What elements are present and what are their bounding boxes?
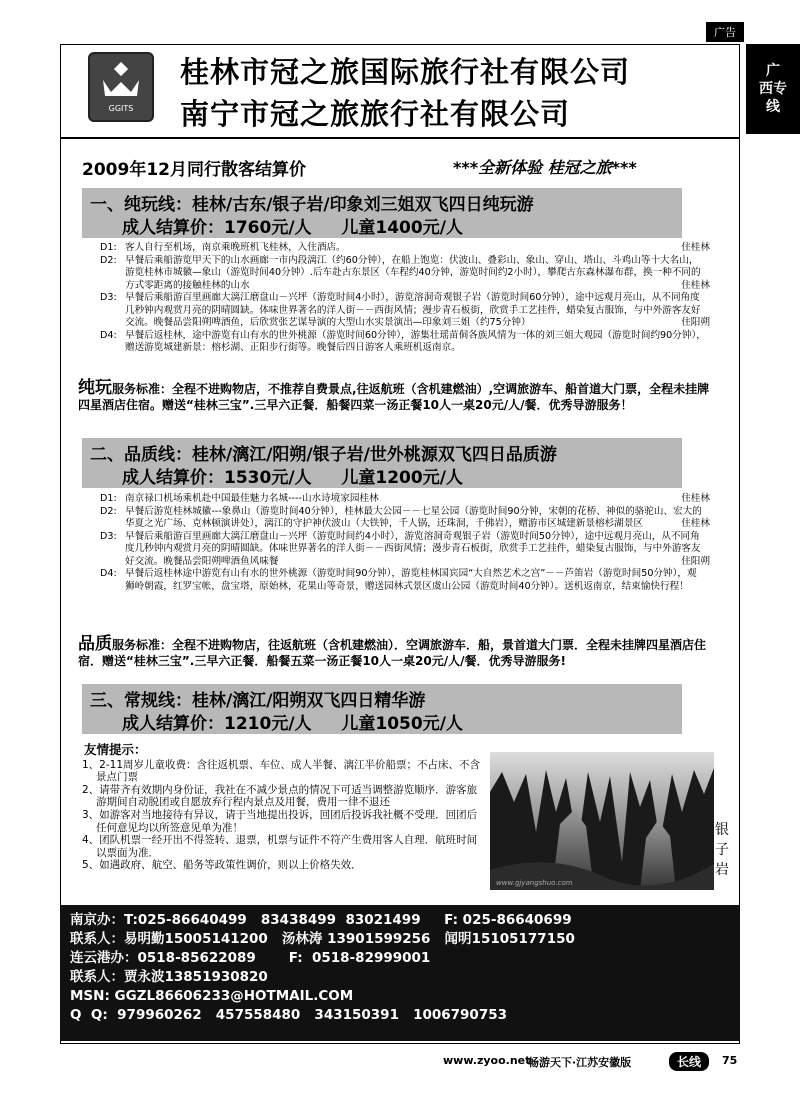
side-tab-guangxi	[746, 44, 800, 134]
section-title: 一、纯玩线：桂林/古东/银子岩/印象刘三姐双飞四日纯玩游	[90, 195, 534, 215]
day-stay: 住桂林	[677, 280, 710, 293]
contact-panel	[60, 905, 740, 1041]
itinerary-day	[100, 568, 710, 593]
day-text: 早餐后乘船游百里画廊大漓江磨盘山－兴坪（游览时间约4小时），游览溶洞奇观银子岩（游览时间50分钟），途中远观月亮山，从不同角度几秒钟内观赏月亮的阴晴圆缺。体味世界著名的洋人街－－西街风情；漫步青石板街，欣赏手工艺挂件，蜡染复古服饰，与中外游客友好交流。晚餐品尝阳朔啤酒鱼风味餐	[125, 530, 701, 567]
day-label: D1:	[100, 242, 117, 253]
std-big: 品质	[78, 634, 112, 654]
footer-magazine: 畅游天下·江苏安徽版	[528, 1056, 632, 1069]
section-bar-1	[82, 188, 682, 238]
itinerary-day	[100, 292, 710, 330]
tip-item: 3、如游客对当地接待有异议，请于当地提出投诉，回团后投诉我社概不受理．回团后任何意见均以所签意见单为准！	[82, 808, 478, 834]
day-label: D2:	[100, 505, 117, 517]
day-label: D1:	[100, 493, 117, 504]
company-name-nanning: 南宁市冠之旅旅行社有限公司	[180, 97, 571, 131]
std-text: 全程不进购物店，不推荐自费景点,往返航班（含机建燃油）,空调旅游车、船首道大门票，全程未挂牌四星酒店住宿。赠送“桂林三宝”.三早六正餐．船餐四菜一汤正餐10人一桌20元/人/餐．优秀导游服务！	[78, 382, 710, 412]
day-stay: 住桂林	[677, 518, 710, 531]
section-price	[122, 709, 463, 734]
day-label: D2:	[100, 254, 117, 266]
company-name-guilin: 桂林市冠之旅国际旅行社有限公司	[180, 55, 631, 89]
tip-item: 1、2-11周岁儿童收费：含往返机票、车位、成人半餐、漓江半价船票；不占床、不含景点门票	[82, 758, 481, 784]
section-bar-2	[82, 438, 682, 488]
itinerary-day	[100, 506, 710, 531]
logo-text: GGITS	[108, 103, 134, 113]
itinerary-day	[100, 531, 710, 569]
day-stay: 住桂林	[677, 493, 710, 506]
day-text: 早餐后返桂林，途中游览有山有水的世外桃源（游览时间60分钟），游集壮瑶苗侗各族风情为一体的刘三姐大观园（游览时间约90分钟），赠送游览城建新景：榕杉湖、正阳步行街等。晚餐后四日游客人乘班机返南京。	[125, 329, 706, 353]
cave-photo	[490, 752, 714, 890]
day-stay: 住阳朔	[677, 317, 710, 330]
adult-price: 成人结算价：1760元/人	[122, 218, 312, 238]
tip-item: 5、如遇政府、航空、船务等政策性调价，则以上价格失效．	[82, 859, 362, 872]
tips	[82, 744, 482, 872]
std-label: 服务标准：	[112, 638, 173, 652]
day-stay: 住桂林	[677, 242, 710, 255]
section-title: 三、常规线：桂林/漓江/阳朔双飞四日精华游	[90, 691, 426, 711]
footer-tag: 长线	[669, 1052, 709, 1071]
contact-line: 联系人：易明勤15005141200 汤林涛 13901599256 闻明15105177150	[70, 931, 575, 947]
adult-price: 成人结算价：1530元/人	[122, 468, 312, 488]
company-logo	[88, 52, 154, 122]
day-text: 早餐后返桂林途中游览有山有水的世外桃源（游览时间90分钟），游览桂林国宾园“大自然艺术之宫”－－芦笛岩（游览时间50分钟），观狮岭朝霞，红罗宝帐，盘宝塔，原始林，花果山等奇景，赠送园林式景区虞山公园（游览时间40分钟）。送机返南京，结束愉快行程！	[125, 568, 697, 592]
child-price: 儿童1400元/人	[341, 218, 463, 238]
section-price	[122, 213, 463, 238]
service-standard-2	[78, 636, 718, 669]
section-title: 二、品质线：桂林/漓江/阳朔/银子岩/世外桃源双飞四日品质游	[90, 445, 557, 465]
tip-item: 2、请带齐有效期内身份证，我社在不减少景点的情况下可适当调整游览顺序．游客旅游期间自动脱团或自愿放弃行程内景点及用餐，费用一律不退还	[82, 783, 478, 809]
contact-line: 连云港办：0518-85622089 F: 0518-82999001	[70, 950, 431, 966]
side-tab-line-3: 线	[766, 99, 780, 115]
contact-line: 南京办：T:025-86640499 83438499 83021499 F: 025-86640699	[70, 912, 572, 928]
footer-url: www.zyoo.net	[443, 1054, 531, 1067]
crown-icon	[99, 62, 143, 102]
day-stay: 住阳朔	[677, 556, 710, 569]
std-text: 全程不进购物店，往返航班（含机建燃油）．空调旅游车．船，景首道大门票．全程未挂牌四星酒店住宿．赠送“桂林三宝”.三早六正餐．船餐五菜一汤正餐10人一桌20元/人/餐．优秀导游服务!	[78, 638, 707, 668]
contact-line: MSN: GGZL86606233@HOTMAIL.COM	[70, 988, 354, 1004]
itinerary-day	[100, 255, 710, 293]
side-tab-line-2: 西专	[759, 81, 787, 97]
day-label: D4:	[100, 568, 117, 579]
photo-url: www.gjyangshuo.com	[496, 879, 573, 887]
header	[60, 44, 740, 139]
section-bar-3	[82, 684, 682, 734]
std-big: 纯玩	[78, 378, 112, 398]
side-tab-line-1: 广	[766, 63, 780, 79]
stalactite-cave-image	[490, 752, 714, 890]
day-label: D3:	[100, 530, 117, 542]
day-text: 早餐后游览桂林城徽---象鼻山（游览时间40分钟），桂林最大公园－－七星公园（游览时间90分钟，宋朝的花桥、神似的骆驼山、宏大的华夏之光广场、克林顿演讲处），漓江的守护神伏波山（大铁钟，千人锅，还珠洞，千佛岩），赠游市区城建新景榕杉湖景区	[125, 505, 702, 529]
slogan: ***全新体验 桂冠之旅***	[453, 158, 637, 177]
contact-line: 联系人：贾永波13851930820	[70, 969, 268, 985]
itinerary-day	[100, 493, 710, 506]
adult-price: 成人结算价：1210元/人	[122, 714, 312, 734]
itinerary-2	[100, 493, 710, 593]
day-label: D4:	[100, 329, 117, 341]
footer	[60, 1052, 740, 1070]
child-price: 儿童1200元/人	[341, 468, 463, 488]
day-text: 南京禄口机场乘机赴中国最佳魅力名城----山水诗境家园桂林	[125, 493, 379, 504]
ad-tag: 广告	[706, 22, 744, 42]
day-text: 早餐后乘船游览甲天下的山水画廊一市内段漓江（约60分钟），在船上饱览：伏波山、叠彩山、象山、穿山、塔山、斗鸡山等十大名山，游览桂林市城徽—象山（游览时间40分钟）.后车赴古东景区（车程约40分钟，游览时间约2小时），攀爬古东森林瀑布群，换一种不同的方式零距离的接触桂林的山水	[125, 254, 701, 291]
std-label: 服务标准：	[112, 382, 173, 396]
itinerary-day	[100, 242, 710, 255]
section-price	[122, 463, 463, 488]
page-number: 75	[722, 1054, 738, 1067]
day-text: 客人自行至机场，南京乘晚班机飞桂林，入住酒店。	[125, 242, 346, 253]
itinerary-1	[100, 242, 710, 355]
price-title: 2009年12月同行散客结算价	[82, 160, 306, 180]
tips-heading: 友情提示：	[84, 742, 147, 757]
day-text: 早餐后乘船游百里画廊大漓江磨盘山－兴坪（游览时间4小时），游览溶洞奇观银子岩（游览时间60分钟），途中远观月亮山，从不同角度几秒钟内观赏月亮的阴晴圆缺。体味世界著名的洋人街－－西街风情；漫步青石板街，欣赏手工艺挂件，蜡染复古服饰，与中外游客友好交流。晚餐品尝阳朔啤酒鱼，后欣赏张艺谋导演的大型山水实景演出—印象刘三姐（约75分钟）	[125, 292, 701, 328]
itinerary-day	[100, 330, 710, 355]
child-price: 儿童1050元/人	[341, 714, 463, 734]
photo-label: 银子岩	[715, 822, 729, 878]
service-standard-1	[78, 380, 718, 413]
day-label: D3:	[100, 292, 117, 303]
contact-line: Q Q: 979960262 457558480 343150391 1006790753	[70, 1007, 508, 1023]
tip-item: 4、团队机票一经开出不得签转、退票，机票与证件不符产生费用客人自理．航班时间以票面为准．	[82, 834, 478, 859]
